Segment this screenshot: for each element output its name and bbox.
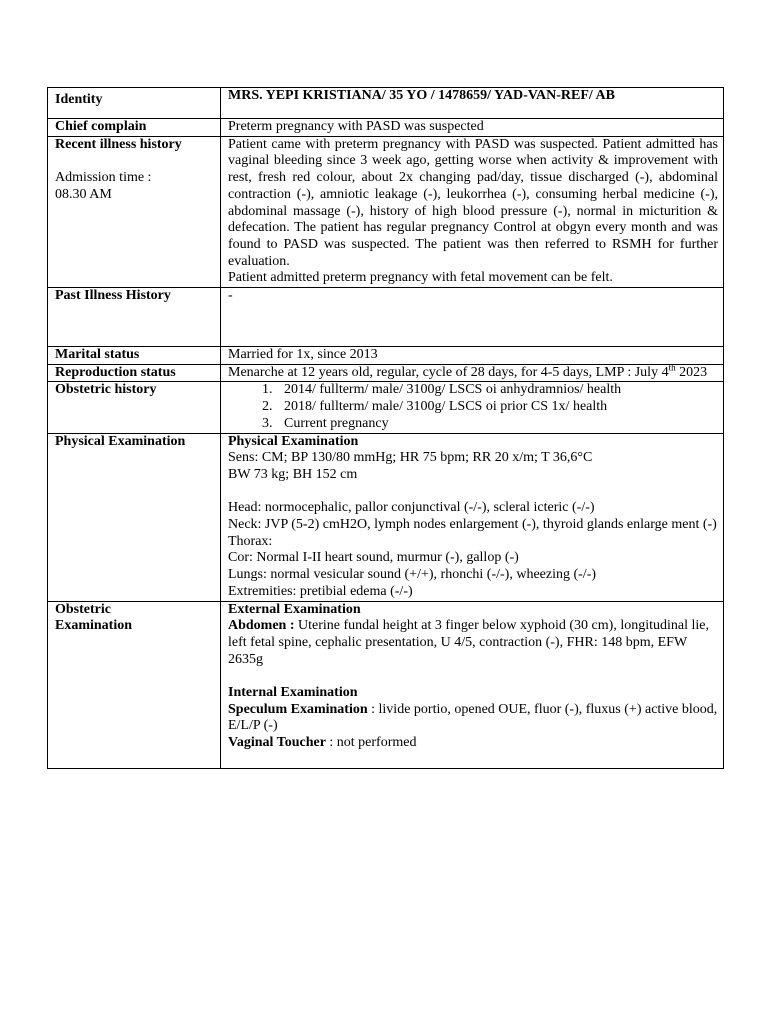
chief-complain-value: Preterm pregnancy with PASD was suspected: [221, 119, 724, 137]
physical-examination-heading: Physical Examination: [228, 433, 359, 449]
admission-time-label: Admission time :: [55, 170, 152, 186]
row-obstetric-history: [48, 382, 724, 433]
physical-line: Neck: JVP (5-2) cmH2O, lymph nodes enlargement (-), thyroid glands enlarge ment (-): [228, 517, 717, 533]
medical-record-table: [47, 87, 724, 769]
physical-line: BW 73 kg; BH 152 cm: [228, 466, 358, 482]
past-illness-label: Past Illness History: [48, 288, 221, 347]
obstetric-examination-label-1: Obstetric: [55, 601, 111, 617]
obstetric-examination-value: [221, 601, 724, 768]
abdomen-line: [228, 618, 718, 668]
list-item: 1. 2014/ fullterm/ male/ 3100g/ LSCS oi anhydramnios/ health: [276, 382, 718, 399]
reproduction-text: Menarche at 12 years old, regular, cycle of 28 days, for 4-5 days, LMP : July 4: [228, 364, 669, 380]
physical-line: Head: normocephalic, pallor conjunctival (-/-), scleral icteric (-/-): [228, 500, 595, 516]
physical-line: Sens: CM; BP 130/80 mmHg; HR 75 bpm; RR 20 x/m; T 36,6°C: [228, 450, 593, 466]
obstetric-history-list: [228, 382, 718, 432]
row-identity: [48, 88, 724, 119]
row-marital-status: [48, 347, 724, 365]
row-physical-examination: [48, 433, 724, 601]
abdomen-text: Uterine fundal height at 3 finger below xyphoid (30 cm), longitudinal lie, left fetal spine, cephalic presentation, U 4/5, contraction (-), FHR: 148 bpm, EFW 2635g: [228, 618, 709, 667]
physical-line: Cor: Normal I-II heart sound, murmur (-), gallop (-): [228, 550, 519, 566]
obstetric-examination-label-cell: [48, 601, 221, 768]
reproduction-year: 2023: [675, 364, 708, 380]
chief-complain-label: Chief complain: [48, 119, 221, 137]
row-chief-complain: [48, 119, 724, 137]
obstetric-examination-label-2: Examination: [55, 618, 133, 634]
abdomen-label: Abdomen :: [228, 618, 295, 634]
physical-line: Thorax:: [228, 533, 273, 549]
physical-examination-value: [221, 433, 724, 601]
recent-illness-label: Recent illness history: [55, 136, 182, 152]
row-reproduction-status: [48, 364, 724, 382]
identity-value: MRS. YEPI KRISTIANA/ 35 YO / 1478659/ YAD-VAN-REF/ AB: [221, 88, 724, 119]
reproduction-status-value: [221, 364, 724, 382]
marital-status-value: Married for 1x, since 2013: [221, 347, 724, 365]
speculum-line: [228, 702, 718, 735]
vaginal-toucher-label: Vaginal Toucher: [228, 735, 326, 751]
row-obstetric-examination: [48, 601, 724, 768]
internal-examination-heading: Internal Examination: [228, 685, 358, 701]
reproduction-sup: th: [668, 362, 676, 373]
speculum-text: : livide portio, opened OUE, fluor (-), fluxus (+) active blood, E/L/P (-): [228, 701, 718, 734]
list-item: 3. Current pregnancy: [276, 416, 718, 433]
recent-illness-value: [221, 136, 724, 287]
row-past-illness: [48, 288, 724, 347]
identity-label: Identity: [48, 88, 221, 119]
speculum-label: Speculum Examination: [228, 701, 368, 717]
vaginal-toucher-line: [228, 735, 718, 752]
row-recent-illness: [48, 136, 724, 287]
physical-line: Lungs: normal vesicular sound (+/+), rhonchi (-/-), wheezing (-/-): [228, 567, 597, 583]
physical-examination-label: Physical Examination: [48, 433, 221, 601]
admission-time-value: 08.30 AM: [55, 186, 112, 202]
past-illness-value: -: [221, 288, 724, 347]
physical-line: Extremities: pretibial edema (-/-): [228, 583, 413, 599]
reproduction-status-label: Reproduction status: [48, 364, 221, 382]
marital-status-label: Marital status: [48, 347, 221, 365]
recent-illness-text-2: Patient admitted preterm pregnancy with fetal movement can be felt.: [228, 270, 613, 286]
recent-illness-text: Patient came with preterm pregnancy with PASD was suspected. Patient admitted has vaginal bleeding since 3 week ago, getting worse when activity & improvement with rest, fresh red colour, about 2x changing pad/day, tissue discharged (-), abdominal contraction (-), amniotic leakage (-), leukorrhea (-), consuming herbal medicine (-), abdominal massage (-), history of high blood pressure (-), normal in micturition & defecation. The patient has regular pregnancy Control at obgyn every month and was found to PASD was suspected. The patient was then referred to RSMH for further evaluation.: [228, 136, 718, 269]
list-item: 2. 2018/ fullterm/ male/ 3100g/ LSCS oi prior CS 1x/ health: [276, 399, 718, 416]
external-examination-heading: External Examination: [228, 601, 361, 617]
obstetric-history-value: [221, 382, 724, 433]
obstetric-history-label: Obstetric history: [48, 382, 221, 433]
recent-illness-label-cell: [48, 136, 221, 287]
vaginal-toucher-text: : not performed: [325, 735, 417, 751]
